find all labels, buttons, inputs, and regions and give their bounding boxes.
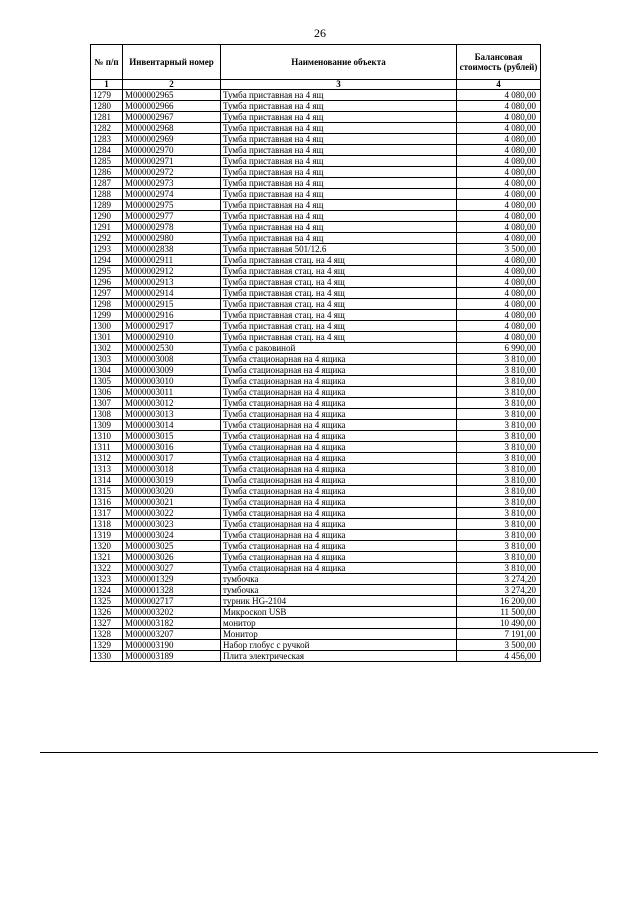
object-name: Тумба приставная стац. на 4 ящ — [221, 277, 457, 288]
table-row — [91, 541, 541, 552]
inventory-number: М000002972 — [123, 167, 221, 178]
row-index: 1286 — [91, 167, 123, 178]
inventory-number: М000003027 — [123, 563, 221, 574]
row-index: 1294 — [91, 255, 123, 266]
object-name: тумбочка — [221, 585, 457, 596]
book-value: 4 080,00 — [457, 189, 541, 200]
inventory-number: М000003011 — [123, 387, 221, 398]
book-value: 4 080,00 — [457, 321, 541, 332]
book-value: 3 810,00 — [457, 552, 541, 563]
object-name: Монитор — [221, 629, 457, 640]
book-value: 3 274,20 — [457, 585, 541, 596]
object-name: Тумба стационарная на 4 ящика — [221, 530, 457, 541]
object-name: Тумба стационарная на 4 ящика — [221, 354, 457, 365]
table-row — [91, 552, 541, 563]
object-name: Тумба приставная на 4 ящ — [221, 156, 457, 167]
inventory-number: М000003189 — [123, 651, 221, 662]
row-index: 1319 — [91, 530, 123, 541]
object-name: Тумба стационарная на 4 ящика — [221, 409, 457, 420]
inventory-number: М000002978 — [123, 222, 221, 233]
row-index: 1289 — [91, 200, 123, 211]
row-index: 1300 — [91, 321, 123, 332]
inventory-number: М000003182 — [123, 618, 221, 629]
column-number: 3 — [221, 80, 457, 90]
book-value: 3 810,00 — [457, 376, 541, 387]
row-index: 1287 — [91, 178, 123, 189]
book-value: 3 810,00 — [457, 365, 541, 376]
book-value: 3 500,00 — [457, 640, 541, 651]
book-value: 4 080,00 — [457, 310, 541, 321]
book-value: 3 810,00 — [457, 409, 541, 420]
inventory-number: М000002980 — [123, 233, 221, 244]
object-name: Тумба приставная на 4 ящ — [221, 90, 457, 101]
table-row — [91, 310, 541, 321]
table-row — [91, 530, 541, 541]
object-name: Тумба стационарная на 4 ящика — [221, 420, 457, 431]
book-value: 3 810,00 — [457, 541, 541, 552]
book-value: 4 080,00 — [457, 288, 541, 299]
table-row — [91, 211, 541, 222]
book-value: 3 810,00 — [457, 486, 541, 497]
object-name: Тумба стационарная на 4 ящика — [221, 552, 457, 563]
table-row — [91, 431, 541, 442]
row-index: 1322 — [91, 563, 123, 574]
row-index: 1288 — [91, 189, 123, 200]
object-name: Тумба с раковиной — [221, 343, 457, 354]
table-row — [91, 123, 541, 134]
object-name: Тумба приставная стац. на 4 ящ — [221, 332, 457, 343]
book-value: 4 080,00 — [457, 255, 541, 266]
inventory-number: М000001329 — [123, 574, 221, 585]
inventory-number: М000002973 — [123, 178, 221, 189]
table-row — [91, 640, 541, 651]
inventory-number: М000002913 — [123, 277, 221, 288]
row-index: 1321 — [91, 552, 123, 563]
page-number: 26 — [314, 26, 326, 40]
row-index: 1315 — [91, 486, 123, 497]
inventory-number: М000002971 — [123, 156, 221, 167]
book-value: 4 080,00 — [457, 178, 541, 189]
object-name: Тумба стационарная на 4 ящика — [221, 541, 457, 552]
header-inventory-number: Инвентарный номер — [123, 45, 221, 80]
object-name: Тумба приставная на 4 ящ — [221, 134, 457, 145]
table-row — [91, 519, 541, 530]
inventory-number: М000002967 — [123, 112, 221, 123]
inventory-number: М000003016 — [123, 442, 221, 453]
table-row — [91, 354, 541, 365]
object-name: Тумба приставная стац. на 4 ящ — [221, 255, 457, 266]
row-index: 1313 — [91, 464, 123, 475]
book-value: 4 080,00 — [457, 123, 541, 134]
table-row — [91, 409, 541, 420]
column-number: 1 — [91, 80, 123, 90]
book-value: 4 080,00 — [457, 332, 541, 343]
table-row — [91, 574, 541, 585]
object-name: Тумба стационарная на 4 ящика — [221, 398, 457, 409]
inventory-number: М000002965 — [123, 90, 221, 101]
inventory-number: М000003021 — [123, 497, 221, 508]
object-name: Тумба приставная на 4 ящ — [221, 200, 457, 211]
inventory-number: М000003202 — [123, 607, 221, 618]
row-index: 1285 — [91, 156, 123, 167]
object-name: монитор — [221, 618, 457, 629]
inventory-number: М000003018 — [123, 464, 221, 475]
inventory-number: М000002970 — [123, 145, 221, 156]
table-row — [91, 453, 541, 464]
table-row — [91, 343, 541, 354]
row-index: 1293 — [91, 244, 123, 255]
column-number: 4 — [457, 80, 541, 90]
row-index: 1324 — [91, 585, 123, 596]
row-index: 1282 — [91, 123, 123, 134]
inventory-number: М000002968 — [123, 123, 221, 134]
row-index: 1291 — [91, 222, 123, 233]
object-name: Тумба стационарная на 4 ящика — [221, 453, 457, 464]
row-index: 1329 — [91, 640, 123, 651]
object-name: Тумба приставная стац. на 4 ящ — [221, 288, 457, 299]
book-value: 3 810,00 — [457, 453, 541, 464]
table-row — [91, 398, 541, 409]
object-name: Тумба стационарная на 4 ящика — [221, 486, 457, 497]
row-index: 1292 — [91, 233, 123, 244]
row-index: 1314 — [91, 475, 123, 486]
table-row — [91, 134, 541, 145]
book-value: 3 810,00 — [457, 475, 541, 486]
inventory-number: М000002915 — [123, 299, 221, 310]
inventory-number: М000002912 — [123, 266, 221, 277]
inventory-number: М000002975 — [123, 200, 221, 211]
header-book-value: Балансовая стоимость (рублей) — [457, 45, 541, 80]
row-index: 1306 — [91, 387, 123, 398]
book-value: 3 810,00 — [457, 464, 541, 475]
table-row — [91, 288, 541, 299]
book-value: 4 080,00 — [457, 200, 541, 211]
object-name: Тумба стационарная на 4 ящика — [221, 497, 457, 508]
book-value: 3 274,20 — [457, 574, 541, 585]
row-index: 1290 — [91, 211, 123, 222]
book-value: 3 810,00 — [457, 420, 541, 431]
table-row — [91, 277, 541, 288]
row-index: 1318 — [91, 519, 123, 530]
table-row — [91, 101, 541, 112]
column-number-row — [91, 80, 541, 90]
row-index: 1317 — [91, 508, 123, 519]
table-row — [91, 321, 541, 332]
object-name: Тумба приставная на 4 ящ — [221, 189, 457, 200]
header-index: № п/п — [91, 45, 123, 80]
row-index: 1284 — [91, 145, 123, 156]
book-value: 4 080,00 — [457, 112, 541, 123]
row-index: 1295 — [91, 266, 123, 277]
row-index: 1307 — [91, 398, 123, 409]
row-index: 1308 — [91, 409, 123, 420]
object-name: Тумба приставная на 4 ящ — [221, 211, 457, 222]
row-index: 1311 — [91, 442, 123, 453]
inventory-number: М000002530 — [123, 343, 221, 354]
inventory-number: М000002911 — [123, 255, 221, 266]
object-name: Тумба приставная на 4 ящ — [221, 178, 457, 189]
book-value: 4 080,00 — [457, 299, 541, 310]
row-index: 1320 — [91, 541, 123, 552]
object-name: Тумба стационарная на 4 ящика — [221, 475, 457, 486]
book-value: 11 500,00 — [457, 607, 541, 618]
table-row — [91, 156, 541, 167]
table-row — [91, 508, 541, 519]
table-row — [91, 200, 541, 211]
table-row — [91, 475, 541, 486]
book-value: 3 810,00 — [457, 497, 541, 508]
inventory-number: М000003019 — [123, 475, 221, 486]
row-index: 1283 — [91, 134, 123, 145]
book-value: 3 810,00 — [457, 519, 541, 530]
inventory-number: М000003023 — [123, 519, 221, 530]
table-row — [91, 222, 541, 233]
book-value: 4 080,00 — [457, 167, 541, 178]
table-row — [91, 178, 541, 189]
object-name: Тумба стационарная на 4 ящика — [221, 365, 457, 376]
inventory-number: М000003190 — [123, 640, 221, 651]
book-value: 6 990,00 — [457, 343, 541, 354]
table-row — [91, 167, 541, 178]
table-row — [91, 189, 541, 200]
object-name: Тумба приставная на 4 ящ — [221, 101, 457, 112]
row-index: 1309 — [91, 420, 123, 431]
object-name: Тумба стационарная на 4 ящика — [221, 464, 457, 475]
table-row — [91, 233, 541, 244]
table-row — [91, 332, 541, 343]
row-index: 1316 — [91, 497, 123, 508]
object-name: Тумба приставная на 4 ящ — [221, 112, 457, 123]
object-name: Тумба стационарная на 4 ящика — [221, 431, 457, 442]
inventory-number: М000002966 — [123, 101, 221, 112]
book-value: 3 810,00 — [457, 530, 541, 541]
row-index: 1310 — [91, 431, 123, 442]
book-value: 3 810,00 — [457, 398, 541, 409]
row-index: 1299 — [91, 310, 123, 321]
object-name: Тумба стационарная на 4 ящика — [221, 563, 457, 574]
row-index: 1325 — [91, 596, 123, 607]
inventory-number: М000003014 — [123, 420, 221, 431]
row-index: 1327 — [91, 618, 123, 629]
object-name: Тумба стационарная на 4 ящика — [221, 519, 457, 530]
bottom-rule — [40, 752, 598, 753]
book-value: 3 810,00 — [457, 508, 541, 519]
inventory-number: М000003020 — [123, 486, 221, 497]
object-name: Тумба приставная стац. на 4 ящ — [221, 299, 457, 310]
book-value: 4 080,00 — [457, 134, 541, 145]
book-value: 16 200,00 — [457, 596, 541, 607]
book-value: 4 456,00 — [457, 651, 541, 662]
inventory-number: М000003022 — [123, 508, 221, 519]
object-name: турник HG-2104 — [221, 596, 457, 607]
table-row — [91, 497, 541, 508]
object-name: Тумба приставная стац. на 4 ящ — [221, 310, 457, 321]
book-value: 4 080,00 — [457, 101, 541, 112]
object-name: Тумба приставная на 4 ящ — [221, 123, 457, 134]
book-value: 4 080,00 — [457, 233, 541, 244]
book-value: 4 080,00 — [457, 277, 541, 288]
object-name: Тумба стационарная на 4 ящика — [221, 387, 457, 398]
object-name: Тумба стационарная на 4 ящика — [221, 376, 457, 387]
table-row — [91, 607, 541, 618]
row-index: 1303 — [91, 354, 123, 365]
book-value: 4 080,00 — [457, 266, 541, 277]
row-index: 1281 — [91, 112, 123, 123]
row-index: 1301 — [91, 332, 123, 343]
table-row — [91, 486, 541, 497]
inventory-number: М000003010 — [123, 376, 221, 387]
book-value: 4 080,00 — [457, 222, 541, 233]
table-row — [91, 376, 541, 387]
column-number: 2 — [123, 80, 221, 90]
book-value: 3 810,00 — [457, 354, 541, 365]
table-row — [91, 464, 541, 475]
table-row — [91, 112, 541, 123]
table-row — [91, 365, 541, 376]
inventory-number: М000003017 — [123, 453, 221, 464]
table-row — [91, 145, 541, 156]
header-object-name: Наименование объекта — [221, 45, 457, 80]
row-index: 1297 — [91, 288, 123, 299]
object-name: Тумба приставная на 4 ящ — [221, 222, 457, 233]
row-index: 1323 — [91, 574, 123, 585]
inventory-number: М000001328 — [123, 585, 221, 596]
table-row — [91, 563, 541, 574]
table-row — [91, 618, 541, 629]
inventory-table — [90, 44, 541, 662]
object-name: Плита электрическая — [221, 651, 457, 662]
book-value: 4 080,00 — [457, 211, 541, 222]
book-value: 4 080,00 — [457, 145, 541, 156]
inventory-number: М000002838 — [123, 244, 221, 255]
object-name: Тумба стационарная на 4 ящика — [221, 442, 457, 453]
inventory-number: М000002917 — [123, 321, 221, 332]
table-row — [91, 244, 541, 255]
row-index: 1298 — [91, 299, 123, 310]
inventory-number: М000002969 — [123, 134, 221, 145]
object-name: Тумба приставная на 4 ящ — [221, 167, 457, 178]
inventory-number: М000003026 — [123, 552, 221, 563]
book-value: 10 490,00 — [457, 618, 541, 629]
row-index: 1305 — [91, 376, 123, 387]
object-name: Тумба приставная стац. на 4 ящ — [221, 266, 457, 277]
inventory-number: М000002916 — [123, 310, 221, 321]
inventory-number: М000003207 — [123, 629, 221, 640]
row-index: 1330 — [91, 651, 123, 662]
table-body — [91, 90, 541, 662]
table-row — [91, 629, 541, 640]
object-name: Микроскоп USB — [221, 607, 457, 618]
object-name: Тумба приставная 501/12.6 — [221, 244, 457, 255]
row-index: 1312 — [91, 453, 123, 464]
inventory-number: М000003012 — [123, 398, 221, 409]
object-name: Набор глобус с ручкой — [221, 640, 457, 651]
table-row — [91, 255, 541, 266]
table-row — [91, 585, 541, 596]
inventory-number: М000003008 — [123, 354, 221, 365]
inventory-number: М000002914 — [123, 288, 221, 299]
table-row — [91, 651, 541, 662]
table-row — [91, 387, 541, 398]
book-value: 3 810,00 — [457, 431, 541, 442]
table-row — [91, 596, 541, 607]
table-header-row — [91, 45, 541, 80]
table-row — [91, 266, 541, 277]
row-index: 1304 — [91, 365, 123, 376]
inventory-number: М000003015 — [123, 431, 221, 442]
row-index: 1302 — [91, 343, 123, 354]
object-name: тумбочка — [221, 574, 457, 585]
book-value: 3 500,00 — [457, 244, 541, 255]
row-index: 1280 — [91, 101, 123, 112]
row-index: 1326 — [91, 607, 123, 618]
table-row — [91, 442, 541, 453]
table-row — [91, 299, 541, 310]
book-value: 3 810,00 — [457, 442, 541, 453]
row-index: 1296 — [91, 277, 123, 288]
table-row — [91, 90, 541, 101]
object-name: Тумба приставная на 4 ящ — [221, 233, 457, 244]
object-name: Тумба приставная на 4 ящ — [221, 145, 457, 156]
book-value: 4 080,00 — [457, 90, 541, 101]
inventory-number: М000002717 — [123, 596, 221, 607]
table-row — [91, 420, 541, 431]
inventory-number: М000002977 — [123, 211, 221, 222]
inventory-number: М000003024 — [123, 530, 221, 541]
inventory-number: М000003009 — [123, 365, 221, 376]
inventory-number: М000003013 — [123, 409, 221, 420]
object-name: Тумба приставная стац. на 4 ящ — [221, 321, 457, 332]
book-value: 4 080,00 — [457, 156, 541, 167]
book-value: 7 191,00 — [457, 629, 541, 640]
book-value: 3 810,00 — [457, 387, 541, 398]
object-name: Тумба стационарная на 4 ящика — [221, 508, 457, 519]
inventory-number: М000002910 — [123, 332, 221, 343]
row-index: 1328 — [91, 629, 123, 640]
inventory-number: М000003025 — [123, 541, 221, 552]
row-index: 1279 — [91, 90, 123, 101]
inventory-number: М000002974 — [123, 189, 221, 200]
book-value: 3 810,00 — [457, 563, 541, 574]
